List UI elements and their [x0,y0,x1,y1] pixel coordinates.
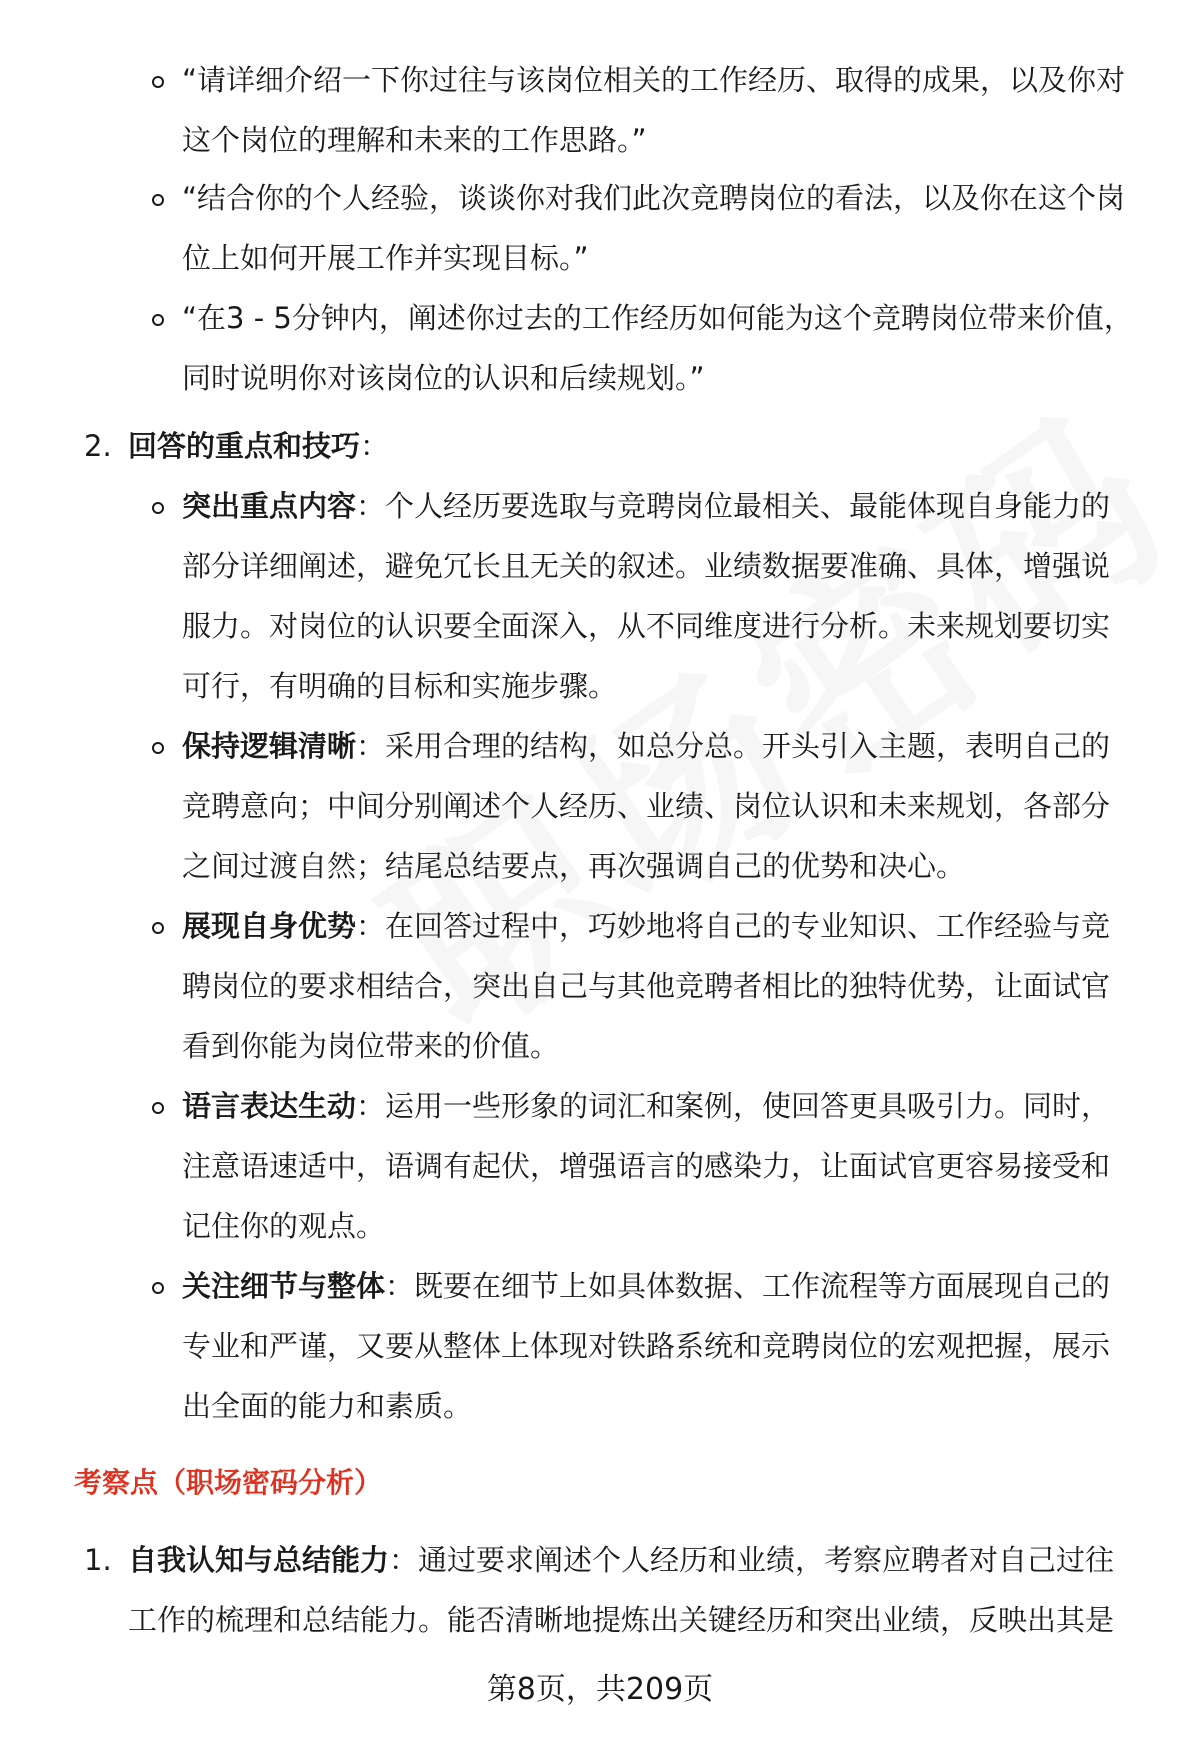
tip-title: 展现自身优势 [182,909,357,943]
tip-title: 突出重点内容 [182,489,357,523]
section-heading: 考察点（职场密码分析） [74,1466,383,1499]
tip-body: ：个人经历要选取与竞聘岗位最相关、最能体现自身能力的部分详细阐述，避免冗长且无关的叙述。业绩数据要准确、具体，增强说服力。对岗位的认识要全面深入，从不同维度进行分析。未来规划要切实可行，有明确的目标和实施步骤。 [182,489,1111,703]
tip-body: ：运用一些形象的词汇和案例，使回答更具吸引力。同时，注意语速适中，语调有起伏，增强语言的感染力，让面试官更容易接受和记住你的观点。 [182,1089,1111,1243]
tip-text [182,716,1137,896]
tip-title: 关注细节与整体 [182,1269,386,1303]
tip-text [182,1076,1137,1256]
question-text: “在3 - 5分钟内，阐述你过去的工作经历如何能为这个竞聘岗位带来价值，同时说明你对该岗位的认识和后续规划。” [182,301,1133,395]
hollow-bullet-icon [152,1102,164,1114]
hollow-bullet-icon [152,1282,164,1294]
tip-body: ：既要在细节上如具体数据、工作流程等方面展现自己的专业和严谨，又要从整体上体现对铁路系统和竞聘岗位的宏观把握，展示出全面的能力和素质。 [182,1269,1111,1423]
analysis-title: 自我认知与总结能力 [128,1543,390,1577]
tip-body: ：在回答过程中，巧妙地将自己的专业知识、工作经验与竞聘岗位的要求相结合，突出自己与其他竞聘者相比的独特优势，让面试官看到你能为岗位带来的价值。 [182,909,1111,1063]
numbered-heading-text [128,416,1143,476]
tip-text [182,476,1137,716]
hollow-bullet-icon [152,194,164,206]
tip-text [182,896,1137,1076]
tip-title: 保持逻辑清晰 [182,729,357,763]
hollow-bullet-icon [152,742,164,754]
analysis-body: ：通过要求阐述个人经历和业绩，考察应聘者对自己过往工作的梳理和总结能力。能否清晰地提炼出关键经历和突出业绩，反映出其是 [128,1543,1115,1637]
heading-bold-title: 回答的重点和技巧 [128,429,361,463]
list-number: 2. [84,429,112,463]
question-text: “结合你的个人经验，谈谈你对我们此次竞聘岗位的看法，以及你在这个岗位上如何开展工作并实现目标。” [182,181,1126,275]
tip-text [182,1256,1137,1436]
question-text: “请详细介绍一下你过往与该岗位相关的工作经历、取得的成果，以及你对这个岗位的理解和未来的工作思路。” [182,63,1126,157]
tip-title: 语言表达生动 [182,1089,357,1123]
list-number: 1. [84,1543,112,1577]
hollow-bullet-icon [152,76,164,88]
hollow-bullet-icon [152,922,164,934]
page-number-footer: 第8页，共209页 [486,1672,714,1707]
tip-body: ：采用合理的结构，如总分总。开头引入主题，表明自己的竞聘意向；中间分别阐述个人经历、业绩、岗位认识和未来规划，各部分之间过渡自然；结尾总结要点，再次强调自己的优势和决心。 [182,729,1111,883]
hollow-bullet-icon [152,502,164,514]
hollow-bullet-icon [152,314,164,326]
heading-suffix: ： [360,429,390,463]
analysis-text [128,1530,1143,1650]
